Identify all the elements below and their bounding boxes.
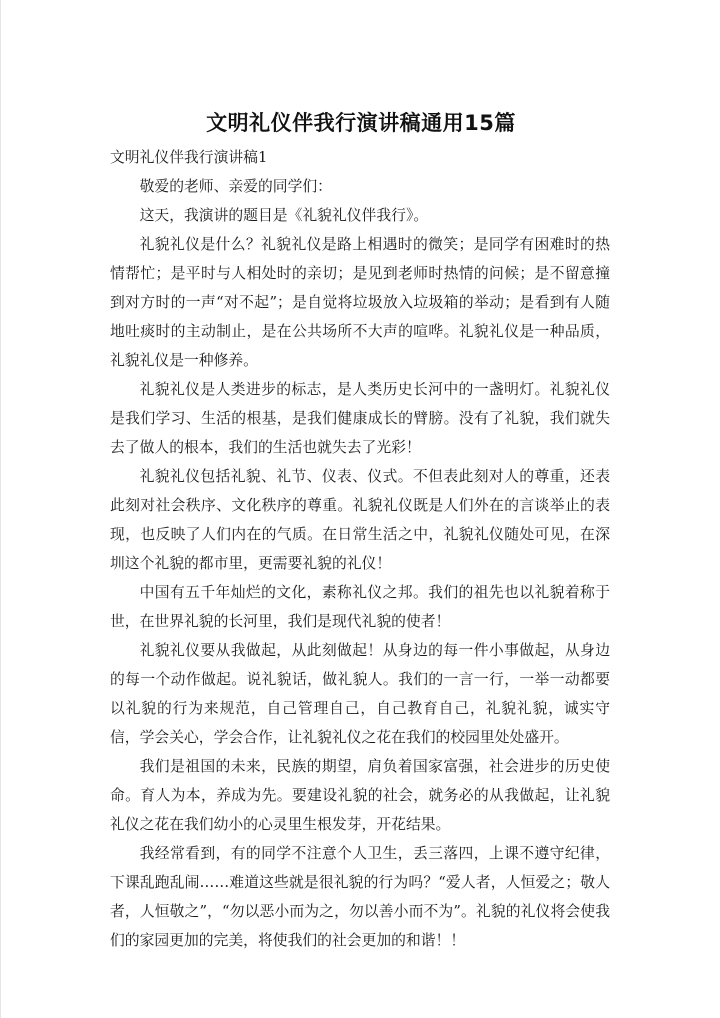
paragraph-etiquette-includes: 礼貌礼仪包括礼貌、礼节、仪表、仪式。不但表此刻对人的尊重，还表此刻对社会秩序、文化秩序的尊重。礼貌礼仪既是人们外在的言谈举止的表现，也反映了人们内在的气质。在日常生活之中，礼貌礼仪随处可见，在深圳这个礼貌的都市里，更需要礼貌的礼仪！ — [110, 468, 610, 572]
paragraph-start-from-me: 礼貌礼仪要从我做起，从此刻做起！从身边的每一件小事做起，从身边的每一个动作做起。说礼貌话，做礼貌人。我们的一言一行，一举一动都要以礼貌的行为来规范，自己管理自己，自己教育自己，礼貌礼貌，诚实守信，学会关心，学会合作，让礼貌礼仪之花在我们的校园里处处盛开。 — [110, 642, 610, 746]
paragraph-future-of-nation: 我们是祖国的未来，民族的期望，肩负着国家富强，社会进步的历史使命。育人为本，养成为先。要建设礼貌的社会，就务必的从我做起，让礼貌礼仪之花在我们幼小的心灵里生根发芽，开花结果。 — [110, 758, 610, 833]
speech-subheading: 文明礼仪伴我行演讲稿1 — [110, 149, 268, 166]
paragraph-what-is-etiquette: 礼貌礼仪是什么？礼貌礼仪是路上相遇时的微笑；是同学有困难时的热情帮忙；是平时与人相处时的亲切；是见到老师时热情的问候；是不留意撞到对方时的一声“对不起”；是自觉将垃圾放入垃圾箱的举动；是看到有人随地吐痰时的主动制止，是在公共场所不大声的喧哗。礼貌礼仪是一种品质，礼貌礼仪是一种修养。 — [110, 236, 610, 369]
paragraph-observations: 我经常看到，有的同学不注意个人卫生，丢三落四，上课不遵守纪律，下课乱跑乱闹……难道这些就是很礼貌的行为吗？“爱人者，人恒爱之；敬人者，人恒敬之”，“勿以恶小而为之，勿以善小而不为”。礼貌的礼仪将会使我们的家园更加的完美，将使我们的社会更加的和谐！！ — [110, 845, 610, 949]
paragraph-chinese-culture: 中国有五千年灿烂的文化，素称礼仪之邦。我们的祖先也以礼貌着称于世，在世界礼貌的长河里，我们是现代礼貌的使者！ — [110, 584, 610, 630]
document-body — [110, 143, 610, 955]
paragraph-greeting: 敬爱的老师、亲爱的同学们： — [139, 178, 332, 195]
paragraph-topic: 这天，我演讲的题目是《礼貌礼仪伴我行》。 — [139, 207, 429, 224]
document-title: 文明礼仪伴我行演讲稿通用15篇 — [206, 111, 516, 135]
paragraph-sign-of-progress: 礼貌礼仪是人类进步的标志，是人类历史长河中的一盏明灯。礼貌礼仪是我们学习、生活的根基，是我们健康成长的臂膀。没有了礼貌，我们就失去了做人的根本，我们的生活也就失去了光彩！ — [110, 381, 610, 456]
